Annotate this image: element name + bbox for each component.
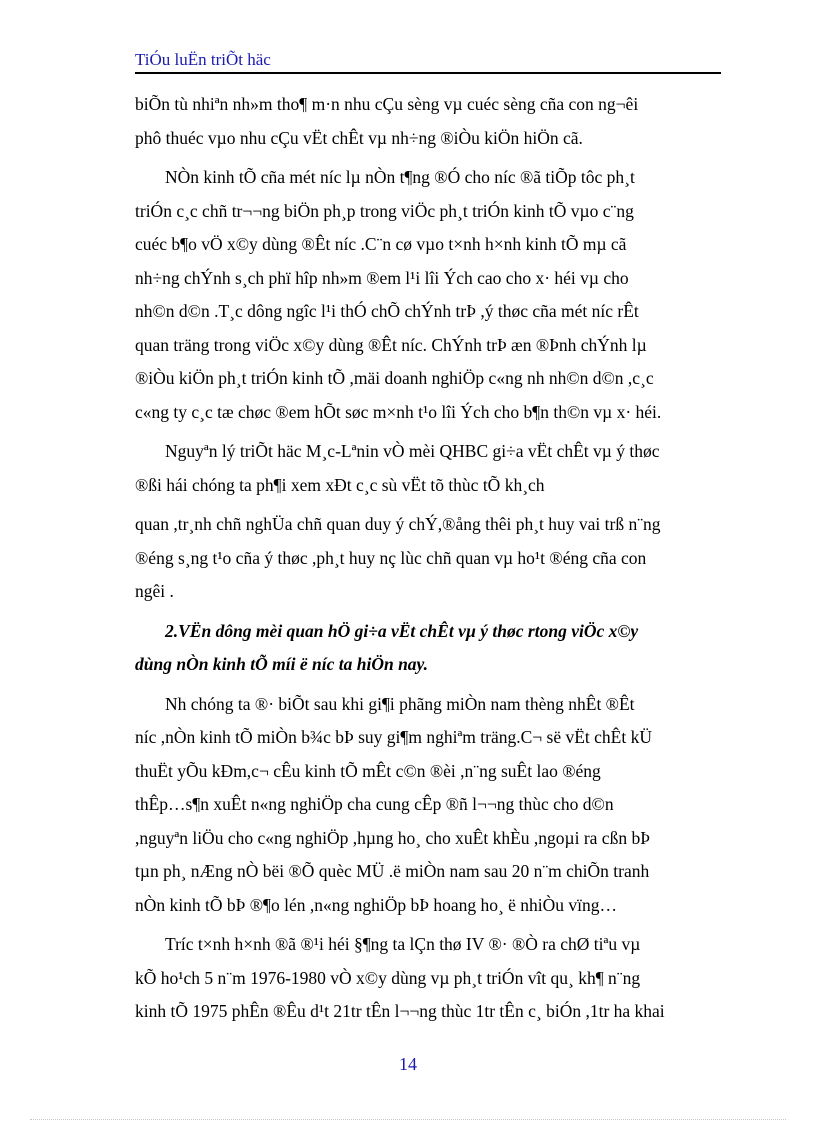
- text-line: c«ng ty c¸c tæ chøc ®em hÕt søc m×nh t¹o lîi Ých cho b¶n th©n vµ x· héi.: [135, 401, 662, 422]
- document-body: [135, 88, 721, 1029]
- text-line: Tríc t×nh h×nh ®ã ®¹i héi §¶ng ta lÇn thø IV ®· ®Ò ra chØ tiªu vµ: [165, 934, 641, 954]
- header-title: TiÓu luËn triÕt häc: [135, 50, 271, 69]
- text-line: thuËt yÕu kÐm,c¬ cÊu kinh tÕ mÊt c©n ®èi ,n¨ng suÊt lao ®éng: [135, 760, 601, 781]
- paragraph: [135, 435, 721, 502]
- text-line: níc ,nÒn kinh tÕ miÒn b¾c bÞ suy gi¶m nghiªm träng.C¬ së vËt chÊt kÜ: [135, 727, 652, 747]
- text-line: nÒn kinh tÕ bÞ ®¶o lén ,n«ng nghiÖp bÞ hoang ho¸ ë nhiÒu vïng…: [135, 894, 618, 915]
- text-line: nh÷ng chÝnh s¸ch phï hîp nh»m ®em l¹i lîi Ých cao cho x· héi vµ cho: [135, 267, 629, 288]
- heading-line: dùng nÒn kinh tÕ míi ë níc ta hiÖn nay.: [135, 654, 429, 674]
- text-line: ®iÒu kiÖn ph¸t triÓn kinh tÕ ,mäi doanh nghiÖp c«ng nh nh©n d©n ,c¸c: [135, 368, 654, 388]
- text-line: NÒn kinh tÕ cña mét níc lµ nÒn t¶ng ®Ó cho níc ®ã tiÕp tôc ph¸t: [165, 167, 635, 187]
- text-line: quan ,tr¸nh chñ nghÜa chñ quan duy ý chÝ,®ång thêi ph¸t huy vai trß n¨ng: [135, 514, 661, 534]
- running-header: [135, 48, 721, 74]
- text-line: ngêi .: [135, 581, 174, 601]
- heading-line: 2.VËn dông mèi quan hÖ gi÷a vËt chÊt vµ ý thøc rtong viÖc x©y: [165, 620, 639, 641]
- text-line: Nh chóng ta ®· biÕt sau khi gi¶i phãng miÒn nam thèng nhÊt ®Êt: [165, 693, 635, 714]
- text-line: nh©n d©n .T¸c dông ngîc l¹i thÓ chÕ chÝnh trÞ ,ý thøc cña mét níc rÊt: [135, 301, 639, 321]
- text-line: biÕn tù nhiªn nh»m tho¶ m·n nhu cÇu sèng vµ cuéc sèng cña con ng¬êi: [135, 94, 639, 114]
- paragraph: [135, 88, 721, 155]
- text-line: tµn ph¸ nÆng nÒ bëi ®Õ quèc MÜ .ë miÒn nam sau 20 n¨m chiÕn tranh: [135, 861, 650, 881]
- section-heading: [135, 615, 721, 682]
- text-line: kinh tÕ 1975 phÊn ®Êu d¹t 21tr tÊn l¬¬ng thùc 1tr tÊn c¸ biÓn ,1tr ha khai: [135, 1001, 665, 1021]
- text-line: ,nguyªn liÖu cho c«ng nghiÖp ,hµng ho¸ cho xuÊt khÈu ,ngoµi ra cßn bÞ: [135, 827, 650, 848]
- text-line: thÊp…s¶n xuÊt n«ng nghiÖp cha cung cÊp ®ñ l¬¬ng thùc cho d©n: [135, 794, 614, 814]
- text-line: Nguyªn lý triÕt häc M¸c-Lªnin vÒ mèi QHBC gi÷a vËt chÊt vµ ý thøc: [165, 441, 660, 461]
- text-line: quan träng trong viÖc x©y dùng ®Êt níc. ChÝnh trÞ æn ®Þnh chÝnh lµ: [135, 334, 647, 355]
- paragraph: [135, 161, 721, 429]
- paragraph: [135, 508, 721, 609]
- text-line: ®éng s¸ng t¹o cña ý thøc ,ph¸t huy nç lùc chñ quan vµ ho¹t ®éng cña con: [135, 547, 647, 568]
- paragraph: [135, 928, 721, 1029]
- text-line: cuéc b¶o vÖ x©y dùng ®Êt níc .C¨n cø vµo t×nh h×nh kinh tÕ mµ cã: [135, 234, 627, 254]
- page-bottom-border: [30, 1119, 786, 1120]
- text-line: phô thuéc vµo nhu cÇu vËt chÊt vµ nh÷ng ®iÒu kiÖn hiÖn cã.: [135, 127, 583, 148]
- text-line: triÓn c¸c chñ tr¬¬ng biÖn ph¸p trong viÖc ph¸t triÓn kinh tÕ vµo c¨ng: [135, 200, 634, 221]
- paragraph: [135, 688, 721, 923]
- text-line: kÕ ho¹ch 5 n¨m 1976-1980 vÒ x©y dùng vµ ph¸t triÓn vît qu¸ kh¶ n¨ng: [135, 967, 641, 988]
- text-line: ®ßi hái chóng ta ph¶i xem xÐt c¸c sù vËt tõ thùc tÕ kh¸ch: [135, 474, 545, 495]
- page-number: 14: [399, 1054, 417, 1074]
